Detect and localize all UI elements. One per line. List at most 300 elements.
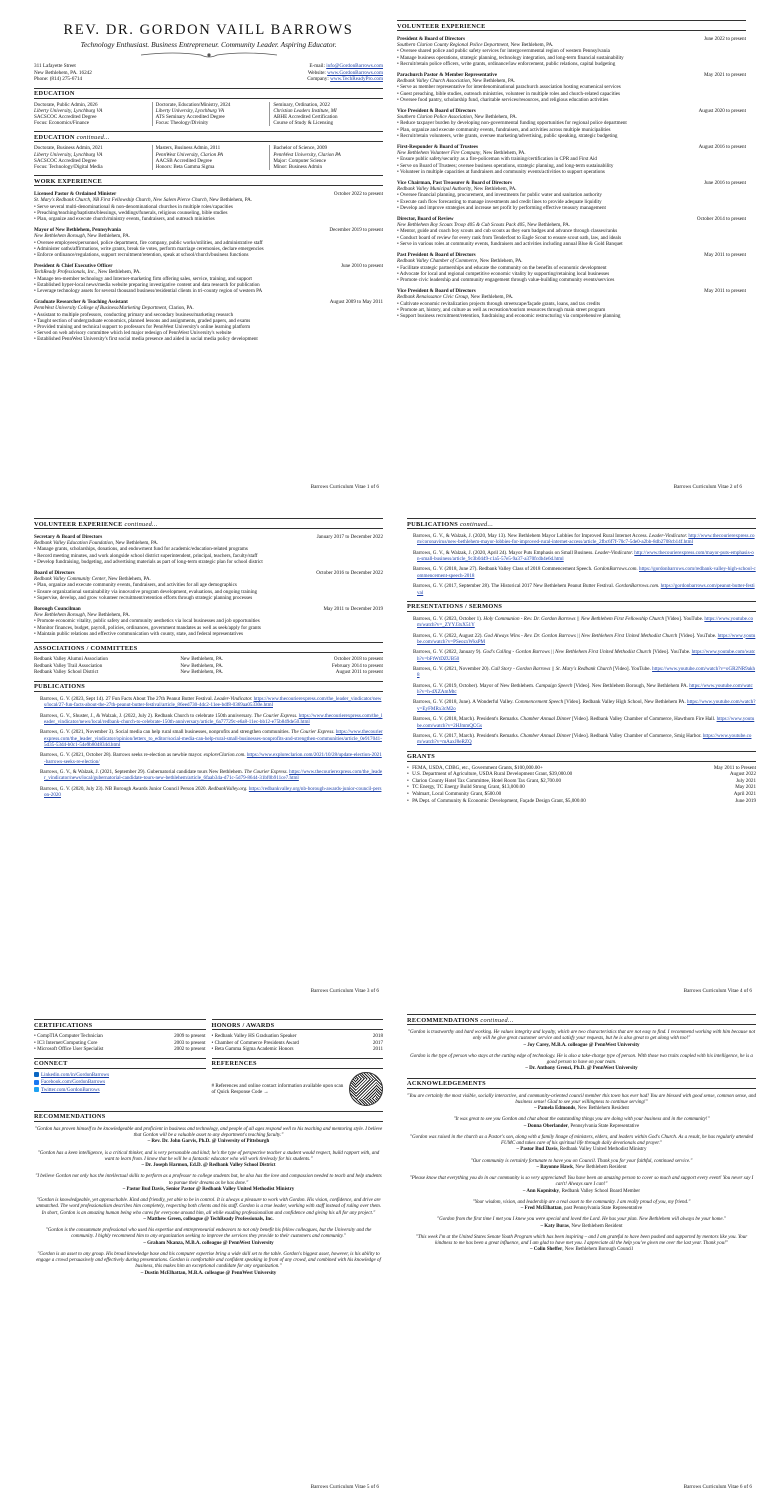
cv-tagline: Technology Enthusiast. Business Entrepreneur. Community Leader. Aspiring Educator.	[80, 40, 337, 49]
acknowledgement-role: , New Bethlehem Borough Council	[562, 1247, 633, 1253]
connect-link[interactable]: Twitter.com/GordonBarrows	[41, 1086, 100, 1093]
acknowledgement-role: , New Bethlehem Resident	[568, 1223, 623, 1229]
connect-item	[34, 1072, 206, 1079]
presentation-link[interactable]: https://www.youtube.com/watch?v=PSeozxWksPM	[417, 632, 756, 645]
acknowledgement-author	[407, 1106, 756, 1112]
job-date: August 2020 to present	[698, 108, 746, 115]
company-link[interactable]: www.TechReadyPro.com	[330, 76, 383, 82]
association-cell: October 2018 to present	[333, 656, 383, 663]
experience-entry	[34, 299, 383, 342]
job-org: PennWest University College of Business/Marketing Department	[34, 305, 167, 312]
grant-bullet: •	[407, 764, 411, 771]
education-detail: Liberty University, Lynchburg VA	[155, 107, 224, 114]
recommendation	[34, 1174, 383, 1193]
citation-source: exploreClarion.com.	[203, 752, 246, 759]
job-title: Board of Directors	[34, 570, 75, 577]
acknowledgement-author	[407, 1206, 756, 1212]
grant-date: July 2021	[736, 777, 756, 784]
bullet-item: • Advocate for local and regional competitive economic vitality by supporting/retaining local businesses	[397, 271, 746, 277]
job-bullets	[397, 48, 746, 67]
job-date: May 2021 to present	[703, 72, 746, 79]
bullet-item: • Develop and improve strategies and increase net profit by performing effective treasury management	[397, 205, 746, 211]
honors-year: 2018	[372, 1033, 383, 1039]
certs-row: • CompTIA Computer Technician 2009 to present	[34, 1033, 206, 1039]
acknowledgement-author	[407, 1147, 756, 1153]
job-date: May 2011 to present	[704, 252, 746, 259]
acknowledgement-quote: "Please know that everything you do in our community is so very appreciated! You have been an amazing person to cover so much and support every event! You never say I can't! Always sure I can!"	[409, 1176, 754, 1188]
job-bullets	[397, 265, 746, 284]
grants-list	[407, 765, 756, 805]
citation-link[interactable]: https://www.thecourierexpress.com/the_leader_vindicator/news/local/redbank-church-to-celebrate-150th-anniversary/article_6a77729c-e6a8-11ec-bb12-e75b849de50.html	[44, 712, 383, 725]
bullet-item: • Taught section of undergraduate economics, planned lessons and assignments, graded papers, and exams	[34, 318, 383, 324]
education-entry	[34, 145, 148, 170]
section-acknowledgements: ACKNOWLEDGEMENTS	[407, 1078, 756, 1089]
presentation-venue: [Video]. YouTube.	[677, 632, 718, 639]
education-detail: Minor: Business Admin	[273, 163, 323, 170]
volunteer-list	[397, 36, 746, 319]
citation-text: Barrows, G. V. (2023, Sept 14). 27 Fun Facts About The 27th Peanut Butter Festival.	[40, 695, 215, 702]
bullet-item: • Oversee food pantry, scholarship fund, charitable services/resources, and religious education activities	[397, 97, 746, 103]
job-bullets	[34, 276, 383, 295]
section-education-continued: EDUCATION continued...	[34, 131, 383, 142]
acknowledgement-role: , New Bethlehem Resident	[575, 1106, 629, 1111]
job-bullets	[397, 301, 746, 320]
grant-name: Walmart, Local Community Grant, $500.00	[412, 791, 502, 798]
job-date: May 2011 to December 2019	[323, 606, 383, 613]
experience-entry	[34, 227, 383, 258]
publications-continued-list	[407, 533, 756, 596]
experience-entry	[397, 216, 746, 247]
bullet-item: • Established PennWest University's first social media presence and aided in social media policy development	[34, 336, 383, 342]
recommendation	[407, 1030, 756, 1049]
presentation-venue: [Video]. YouTube.	[651, 649, 692, 656]
job-location: , New Bethlehem, PA.	[508, 42, 554, 49]
citation-source: The Courier Express.	[244, 769, 288, 776]
association-cell: August 2011 to present	[335, 669, 383, 676]
education-entry	[269, 102, 383, 127]
qr-code-icon[interactable]	[349, 1072, 383, 1106]
page-footer: Barrows Curriculum Vitae 5 of 6	[310, 1484, 379, 1490]
bullet-item: • Manage business operations, strategic planning, technology integration, and long-term financial sustainability	[397, 55, 746, 61]
acknowledgements-list	[407, 1094, 756, 1254]
degree: Doctorate, Public Admin, 2026	[34, 101, 98, 108]
acknowledgement-quote: "Gordon from the first time I met you I knew you were special and loved the Lord. He has your plan. New Bethlehem will always be your home."	[437, 1217, 726, 1223]
recommendations-continued-list	[407, 1030, 756, 1073]
recommendation-author: – Dr. Joseph Harmon, Ed.D. @ Redbank Valley School District	[141, 1163, 276, 1169]
job-org: Redbank Valley Community Center	[34, 576, 106, 583]
job-org: Southern Clarion Police Association	[397, 114, 472, 121]
bullet-item: • Volunteer in multiple capacities at fundraisers and community events/activities to support operations	[397, 169, 746, 175]
experience-entry	[397, 36, 746, 67]
association-cell: February 2014 to present	[331, 662, 383, 669]
linkedin-icon	[34, 1072, 39, 1077]
presentation-venue: [Video]. YouTube.	[664, 615, 705, 622]
grant-bullet: •	[407, 777, 411, 784]
presentation-link[interactable]: https://www.youtube.com/watch?v=bFtWtDZUB50	[417, 649, 756, 662]
section-references: REFERENCES	[212, 1058, 384, 1069]
job-title: President & Board of Directors	[397, 36, 465, 42]
citation-link[interactable]: https://www.exploreclarion.com/2021/10/28/update-election-2021-barrows-seeks-re-election/	[44, 752, 382, 765]
presentation-title: Commencement Speech	[514, 699, 564, 706]
section-work: WORK EXPERIENCE	[34, 175, 383, 186]
education-detail: Liberty University, Lynchburg VA	[34, 151, 103, 158]
bullet-item: • Promote economic vitality, public safety and community aesthetics via local businesses and job opportunities	[34, 618, 383, 624]
section-honors: HONORS / AWARDS	[212, 1019, 384, 1030]
job-bullets	[397, 228, 746, 247]
education-entry	[152, 102, 266, 127]
recommendation	[34, 1127, 383, 1146]
job-date: January 2017 to December 2022	[316, 534, 383, 540]
experience-entry	[34, 263, 383, 294]
recommendation-quote: Gordon is the type of person who stays at the cutting edge of technology. He is also a take-charge type of person. With those two traits coupled with his intelligence, he is a good person to have on your team.	[410, 1053, 753, 1065]
section-grants: GRANTS	[407, 751, 756, 762]
acknowledgement-name: – Colin Sheffer	[530, 1247, 563, 1253]
education-row-1	[34, 102, 383, 127]
section-associations: ASSOCIATIONS / COMMITTEES	[34, 642, 383, 653]
bullet-item: • Reduce taxpayer burden by developing non-governmental funding opportunities for regional police department	[397, 120, 746, 126]
acknowledgement-name: – Donna Oberlander	[523, 1123, 568, 1129]
citation-link[interactable]: https://gordonbarrows.com/peanut-butter-festival	[417, 583, 755, 596]
job-location: , New Bethlehem, PA.	[112, 540, 159, 547]
job-title: Borough Councilman	[34, 606, 81, 613]
job-bullets	[397, 192, 746, 211]
volunteer-continued-list	[34, 534, 383, 637]
recommendation-quote: "Gordon is an asset to any group. His broad knowledge base and his computer expertise bring a wide skill set to the table. Gordon's biggest asset, however, is his ability to engage a crowd persuasively and effectively during presentations. Gordon is comfortable and confident speaking in front of any crowd, and combined with his knowledge of business, this makes him an exceptional candidate for any organization."	[36, 1251, 381, 1270]
job-org: Redbank Valley Chamber of Commerce	[397, 258, 478, 265]
cv-page-2	[385, 4, 754, 500]
references-note: # References and online contact information available upon scan of Quick Response Code →	[211, 1082, 344, 1095]
association-cell: Redbank Valley School District	[34, 669, 99, 676]
presentation-title: God Always Wins - Rev. Dr. Gordon Barrows || New Bethlehem First United Methodist Church	[483, 632, 678, 639]
work-list	[34, 191, 383, 342]
presentation-text: Barrows, G. V. (2022, January 9).	[413, 649, 483, 656]
education-entry	[269, 145, 383, 170]
bullet-item: • Leverage technology assets for several thousand business/residential clients in tri-county region of western PA	[34, 288, 383, 294]
acknowledgement	[407, 1135, 756, 1154]
experience-entry	[397, 288, 746, 319]
presentation	[407, 716, 756, 729]
degree: Doctorate, Business Admin, 2021	[34, 145, 103, 152]
citation-text: Barrows, G. V., Shuster, J., & Walzak, J. (2022, July 2). Redbank Church to celebrate 150th anniversary.	[40, 712, 254, 719]
job-org: TechReady Professionals, Inc.	[34, 269, 96, 276]
bullet-item: • Monitor finances, budget, payroll, policies, ordinances, government mandates as well as seek/apply for grants	[34, 625, 383, 631]
job-bullets	[34, 240, 383, 259]
education-entry	[34, 102, 148, 127]
education-detail: ABHE Accredited Certification	[273, 113, 338, 120]
citation	[34, 729, 383, 748]
section-presentations: PRESENTATIONS / SERMONS	[407, 601, 756, 612]
degree: Masters, Business Admin, 2011	[155, 145, 221, 152]
acknowledgement	[407, 1235, 756, 1254]
recommendation-quote: "Gordon is trustworthy and hard working. He values integrity and loyalty, which are two characteristics that are not easy to find. I recommend working with him because not only will he give great customer service and satisfy your requests, but he is also great to get along with too!"	[407, 1030, 756, 1042]
connect-link[interactable]: Linkedin.com/in/GordonBarrows	[41, 1071, 110, 1078]
citation	[407, 533, 756, 546]
recommendation-quote: "Gordon has a keen intelligence, is a critical thinker, and is very personable and kind; he's the type of perspective teacher a student would respect, build rapport with, and want to learn from. I know that he will be a fantastic educator who will work tirelessly for his students."	[37, 1150, 380, 1162]
presentation-title: Campaign Speech	[535, 682, 573, 689]
presentation-venue: [Video]. Redbank Valley Chamber of Commerce, Hawthorn Fire Hall.	[570, 716, 717, 723]
job-bullets	[34, 204, 383, 223]
presentation-link[interactable]: https://www.youtube.com/watch?v=2HJmmQCGs	[417, 716, 755, 729]
job-org: New Bethlehem Borough	[34, 233, 85, 240]
cv-page-4	[395, 508, 758, 1004]
bullet-item: • Facilitate strategic partnerships and educate the community on the benefits of economic development	[397, 265, 746, 271]
bullet-item: • Cultivate economic revitalization projects through streetscape/façade grants, loans, and tax credits	[397, 301, 746, 307]
presentation	[407, 633, 756, 646]
citation-source: Leader-Vindicator.	[648, 533, 688, 539]
presentation-text: Barrows, G. V. (2017, March). President's Remarks.	[413, 732, 521, 739]
certs-name: IC3 Internet/Computing Core	[37, 1039, 98, 1046]
section-publications: PUBLICATIONS	[34, 681, 383, 692]
bullet-item: • Promote art, history, and culture as well as recreation/tourism resources through main street program	[397, 307, 746, 313]
publications-list	[34, 696, 383, 799]
honors-row: • Beta Gamma Sigma Academic Honors 2011	[211, 1046, 383, 1053]
job-location: , New Bethlehem, PA.	[467, 294, 514, 301]
education-detail: Focus: Technology/Digital Media	[34, 163, 103, 170]
grant-bullet: •	[407, 797, 411, 804]
bullet-item: • Support business recruitment/retention, fundraising and economic restructuring via comprehensive planning	[397, 313, 746, 319]
certs-row: • IC3 Internet/Computing Core 2003 to present	[34, 1039, 206, 1046]
association-row	[34, 663, 383, 670]
citation	[407, 566, 756, 579]
presentation-title: Chamber Annual Dinner	[520, 716, 571, 723]
job-location: , Clarion, PA.	[166, 305, 194, 312]
recommendation-author: – Graham Nkanza, M.B.A. colleague @ PennWest University	[143, 1240, 274, 1246]
education-detail: PennWest University, Clarion PA	[155, 151, 224, 158]
job-date: October 2016 to December 2022	[316, 570, 383, 577]
section-certifications: CERTIFICATIONS	[34, 1019, 206, 1030]
job-location: , New Bethlehem, PA.	[477, 258, 523, 265]
bullet-item: • Mentor, guide and coach boy scouts and cub scouts as they earn badges and advance through classes/ranks	[397, 228, 746, 234]
presentation-link[interactable]: https://www.youtube.com/watch?v=h-dXZAmMtc	[417, 682, 753, 696]
acknowledgement-quote: "Our community is certainly fortunate to have you on Council. Thank you for your faithful, continued service."	[470, 1158, 693, 1164]
education-detail: Major: Computer Science	[273, 157, 326, 164]
bullet-item: • Supervise, develop, and grow volunteer recruitment/retention efforts through strategic planning processes	[34, 595, 383, 601]
job-bullets	[397, 120, 746, 139]
grant-row	[407, 791, 756, 798]
certs-row: • Microsoft Office User Specialist 2002 to present	[34, 1046, 206, 1053]
presentation-text: Barrows, G. V. (2018, March). President's Remarks.	[413, 716, 521, 723]
certs-year: 2003 to present	[174, 1039, 206, 1046]
job-date: June 2022 to present	[703, 36, 746, 42]
bullet-item: • Manage grants, scholarships, donations, and endowment fund for academic/education-related programs	[34, 546, 383, 552]
recommendation-author: – Matthew Green, colleague @ TechReady Professionals, Inc.	[143, 1216, 274, 1222]
presentation-title: Chamber Annual Dinner	[520, 732, 571, 739]
certs-name: Microsoft Office User Specialist	[37, 1046, 104, 1053]
acknowledgement	[407, 1159, 756, 1172]
grant-name: PA Dept. of Community & Economic Development, Façade Design Grant, $5,000.00	[412, 797, 586, 804]
acknowledgement-name: – Bayonne Hawk	[536, 1164, 573, 1170]
job-title: Parachurch Pastor & Member Representative	[397, 72, 498, 79]
honors-year: 2017	[372, 1039, 383, 1046]
bullet-item: • Enforce ordinance/regulations, support recruitment/retention, speak at school/church/business functions	[34, 252, 383, 258]
citation	[34, 713, 383, 726]
acknowledgement-name: – Katy Buras	[540, 1223, 569, 1229]
grant-date: May 2021	[735, 784, 756, 791]
presentation-venue: [Video]. New Bethlehem Borough, New Bethlehem PA.	[572, 682, 690, 689]
acknowledgement-quote: "It was great to see you Gordon and chat about the outstanding things you are doing with your business and in the community!"	[453, 1117, 710, 1123]
grant-name: Clarion County Hotel Tax Committee, Hotel Room Tax Grant, $2,700.00	[412, 777, 561, 784]
job-org: St. Mary's Redbank Church, NB First Fellowship Church, New Salem Pierce Church	[34, 197, 207, 204]
acknowledgement	[407, 1200, 756, 1213]
citation-link[interactable]: https://www.thecourierexpress.com/the_leader_vindicator/news/local/27-fun-facts-about-the-27th-peanut-butter-festival/article_86eed730-4dc2-11ee-bdf8-0369aa05330e.html	[44, 695, 382, 709]
bullet-item: • Established hyper-local news/media website preparing investigative content and data research for publication	[34, 282, 383, 288]
citation-link[interactable]: https://www.thecourierexpress.com/the_leader_vindicator/news/local/gubernatorial-candidate-tours-new-bethlehem/article_6faab34a-d71c-5d79-8644-31bf0b911ce7.html	[44, 769, 383, 782]
education-detail: Liberty University, Lynchburg VA	[34, 107, 103, 114]
recommendation	[34, 1198, 383, 1223]
job-title: Mayor of New Bethlehem, Pennsylvania	[34, 227, 121, 234]
citation-link[interactable]: https://gordonbarrows.com/redbank-valley-high-school-commencement-speech-2018	[417, 566, 756, 579]
section-publications-continued: PUBLICATIONS continued...	[407, 518, 756, 529]
acknowledgement	[407, 1176, 756, 1195]
acknowledgement-name: – Pamela Edmonds	[534, 1106, 576, 1111]
citation-link[interactable]: https://www.thecourierexpress.com/the_leader_vindicator/opinion/letters_to_editor/social-media-can-help-rural-small-businesses-nonprofits-and-strengthen-communities/article_0e917041-5d35-53d4-b0c1-54e9b804834d.html	[44, 729, 383, 749]
recommendation-author: – Dustin McElhattan, M.B.A. colleague @ PennWest University	[140, 1270, 277, 1276]
facebook-icon	[34, 1080, 39, 1085]
education-detail: SACSCOC Accredited Degree	[34, 157, 97, 164]
bullet-item: • Manage ten-member technology and Internet-marketing firm offering sales, service, training, and support	[34, 276, 383, 282]
recommendation-author: – Dr. Anthony Grenci, Ph.D. @ PennWest University	[525, 1066, 638, 1072]
citation-link[interactable]: http://www.thecourierexpress.com/mayor-puts-emphasis-on-small-business/article_9c3b0449-c1a5-57e5-9a37-a370fcdb4e6d.html	[417, 549, 754, 563]
acknowledgement-author	[407, 1189, 756, 1195]
experience-entry	[34, 570, 383, 601]
job-bullets	[34, 546, 383, 565]
job-title: Director, Board of Review	[397, 216, 454, 223]
cv-page-6	[395, 1004, 758, 1500]
experience-entry	[34, 606, 383, 637]
website-label: Website:	[307, 69, 328, 76]
presentation-title: Call Story - Gordon Barrows || St. Mary's Redbank Church	[491, 666, 612, 673]
email-label: E-mail:	[309, 63, 327, 69]
recommendation	[34, 1228, 383, 1247]
association-row	[34, 656, 383, 663]
bullet-item: • Develop fundraising, budgeting, and advertising materials as part of long-term strategic plan for school district	[34, 559, 383, 565]
citation-source: GordonBarrows.com.	[593, 566, 638, 573]
associations-list	[34, 656, 383, 676]
job-date: October 2022 to present	[333, 191, 383, 198]
bullet-item: • Assistant to multiple professors, conducting primary and secondary business/marketing research	[34, 312, 383, 318]
experience-entry	[397, 72, 746, 103]
citation-link[interactable]: http://www.thecourierexpress.com/coronavirus/new-bethlehem-mayor-lobbies-for-improved-rural-internet-access/article_2fbc6f7f-70c7-5de0-a2bb-8db2708cb14f.html	[417, 533, 755, 546]
presentation-venue: [Video]. Redbank Valley High School, New Bethlehem PA.	[563, 699, 688, 706]
job-title: Vice President & Board of Directors	[397, 288, 476, 295]
experience-entry	[397, 252, 746, 283]
recommendation-quote: "I believe Gordon not only has the intellectual skills to perform as a professor to college students but, he also has the love and compassion needed to teach and help students to pursue their dreams as he has done."	[35, 1174, 382, 1186]
job-title: Vice Chairman, Past Treasurer & Board of Directors	[397, 180, 512, 187]
job-location: , New Bethlehem, PA.	[469, 78, 516, 85]
presentation-link[interactable]: https://www.youtube.com/watch?v=mAaxJ8eRZQ	[417, 732, 752, 746]
association-cell: New Bethlehem, PA.	[180, 656, 224, 663]
website-link[interactable]: www.GordonBarrows.com	[327, 69, 383, 76]
education-detail: PennWest University, Clarion PA	[273, 151, 341, 158]
job-title: Secretary & Board of Directors	[34, 534, 103, 540]
acknowledgement-name: – Ann Kopnitsky	[522, 1188, 560, 1194]
grant-bullet: •	[407, 771, 411, 778]
education-detail: Focus: Economics/Finance	[34, 120, 90, 127]
recommendation	[34, 1151, 383, 1170]
citation-link[interactable]: https://redbankvalley.org/nb-borough-awards-junior-council-person-2020	[44, 785, 382, 799]
contact-block	[34, 63, 383, 83]
bullet-item: • Serve several multi-denominational & non-denominational churches in multiple roles/capacities	[34, 204, 383, 210]
acknowledgement-author	[407, 1165, 756, 1171]
citation-text: Barrows, G. V., & Walzak, J. (2020, May 13). New Bethlehem Mayor Lobbies for Improved Rural Internet Access.	[413, 533, 649, 539]
recommendation-quote: "Gordon is the consummate professional who used his expertise and entrepreneurial endeavors to not only benefit his fellow colleagues, but the University and the community. I highly recommend him to any organization seeking to improve the services they provide to their customers and community."	[45, 1228, 372, 1240]
honors-row: • Chamber of Commerce Presidents Award 2017	[211, 1039, 383, 1046]
honors-name: Chamber of Commerce Presidents Award	[214, 1039, 299, 1046]
citation-source: Leader-Vindicator.	[214, 695, 253, 702]
bullet-item: • Oversee shared police and public safety services for intergovernmental region of western Pennsylvania	[397, 48, 746, 54]
bullet-item: • Preaching/teaching/baptisms/blessings, weddings/funerals, religious counseling, bible studies	[34, 210, 383, 216]
grant-date: June 2019	[735, 797, 756, 804]
education-detail: ATS Seminary Accredited Degree	[155, 113, 225, 120]
recommendation-quote: "Gordon has proven himself to be knowledgeable and proficient in business and technology, and people of all ages respond well to his teaching and mentoring style. I believe that Gordon will be a valuable asset to any department's teaching faculty."	[34, 1126, 383, 1139]
education-entry	[152, 145, 266, 170]
bullet-item: • Recruit/retain volunteers, write grants, oversee marketing/advertising, public speaking, strategic budgeting	[397, 133, 746, 139]
bullet-item: • Ensure public safety/security as a fire-policeman with training/certification in CPR and First Aid	[397, 156, 746, 162]
recommendation-author: – Pastor Bud Davis, Senior Pastor @ Redbank Valley United Methodist Ministry	[122, 1186, 295, 1192]
job-location: , New Bethlehem, PA.	[524, 222, 571, 229]
connect-link[interactable]: Facebook.com/GordonBarrows	[41, 1079, 106, 1086]
acknowledgement-role: , past Pennsylvania State Representative	[561, 1206, 643, 1211]
job-location: , New Bethlehem, PA.	[84, 233, 131, 240]
job-date: May 2011 to present	[704, 288, 746, 295]
grant-name: TC Energy, TC Energy Build Strong Grant, $13,000.00	[412, 784, 525, 791]
education-detail: Christian Leaders Institute, MI	[273, 107, 337, 114]
address-line-2: New Bethlehem, PA. 16242	[34, 69, 92, 76]
company-label: Company:	[307, 76, 331, 82]
bullet-item: • Oversee employees/personnel, police department, fire company, public works/utilities, and administrative staff	[34, 240, 383, 246]
grant-row	[407, 771, 756, 778]
presentation	[407, 649, 756, 662]
honors-name: Redbank Valley HS Graduation Speaker	[214, 1033, 297, 1039]
twitter-icon	[34, 1087, 39, 1092]
presentation	[407, 699, 756, 712]
honors-row: • Redbank Valley HS Graduation Speaker 2018	[211, 1033, 383, 1039]
bullet-item: • Plan, organize and execute community events, fundraisers, and activities for all age demographics	[34, 582, 383, 588]
job-location: , New Bethlehem, PA.	[84, 612, 131, 619]
experience-entry	[397, 144, 746, 175]
job-location: , New Bethlehem, PA.	[480, 150, 526, 157]
presentation-title: God's Calling - Gordon Barrows || New Bethlehem First United Methodist Church	[482, 649, 652, 656]
recommendation	[34, 1252, 383, 1277]
association-cell: Redbank Valley Trail Association	[34, 662, 103, 669]
job-location: , New Bethlehem, PA.	[105, 576, 151, 583]
job-org: Southern Clarion County Regional Police Department	[397, 42, 509, 49]
honors-year: 2011	[373, 1046, 383, 1053]
presentation-link[interactable]: https://www.youtube.com/watch?v=EyFMRx3cM2o	[417, 699, 756, 712]
citation	[407, 583, 756, 596]
citation-source: RedbankValley.org.	[208, 785, 248, 792]
presentation-text: Barrows, G. V. (2022, August 22).	[413, 632, 484, 639]
presentation	[407, 616, 756, 629]
experience-entry	[34, 191, 383, 222]
page-footer: Barrows Curriculum Vitae 4 of 6	[683, 988, 752, 994]
section-recommendations: RECOMMENDATIONS	[34, 1111, 383, 1122]
presentation-link[interactable]: https://www.youtube.com/watch?v=oGR2NR9akh8	[417, 666, 756, 679]
cv-page-5	[22, 1004, 391, 1500]
presentation-text: Barrows, G. V. (2021, November 20).	[413, 666, 492, 673]
job-title: Vice President & Board of Directors	[397, 108, 476, 115]
email-link[interactable]: info@GordonBarrows.com	[326, 63, 383, 69]
job-bullets	[34, 312, 383, 343]
page-footer: Barrows Curriculum Vitae 3 of 6	[310, 988, 379, 994]
presentation-link[interactable]: https://www.youtube.com/watch?v=_ZYYJ3xX51Y	[417, 615, 753, 629]
cv-page-3	[22, 508, 391, 1004]
job-org: Redbank Renaissance Civic Group	[397, 294, 468, 301]
job-org: New Bethlehem Boy Scouts Troop 405 & Cub Scouts Pack 405	[397, 222, 525, 229]
presentation-venue: [Video]. Redbank Valley Chamber of Commerce, Smig Harbor.	[570, 732, 703, 739]
bullet-item: • Plan, organize and execute church/ministry events, fundraisers, and outreach ministries	[34, 216, 383, 222]
acknowledgement-name: – Pastor Bud Davis	[516, 1147, 558, 1153]
